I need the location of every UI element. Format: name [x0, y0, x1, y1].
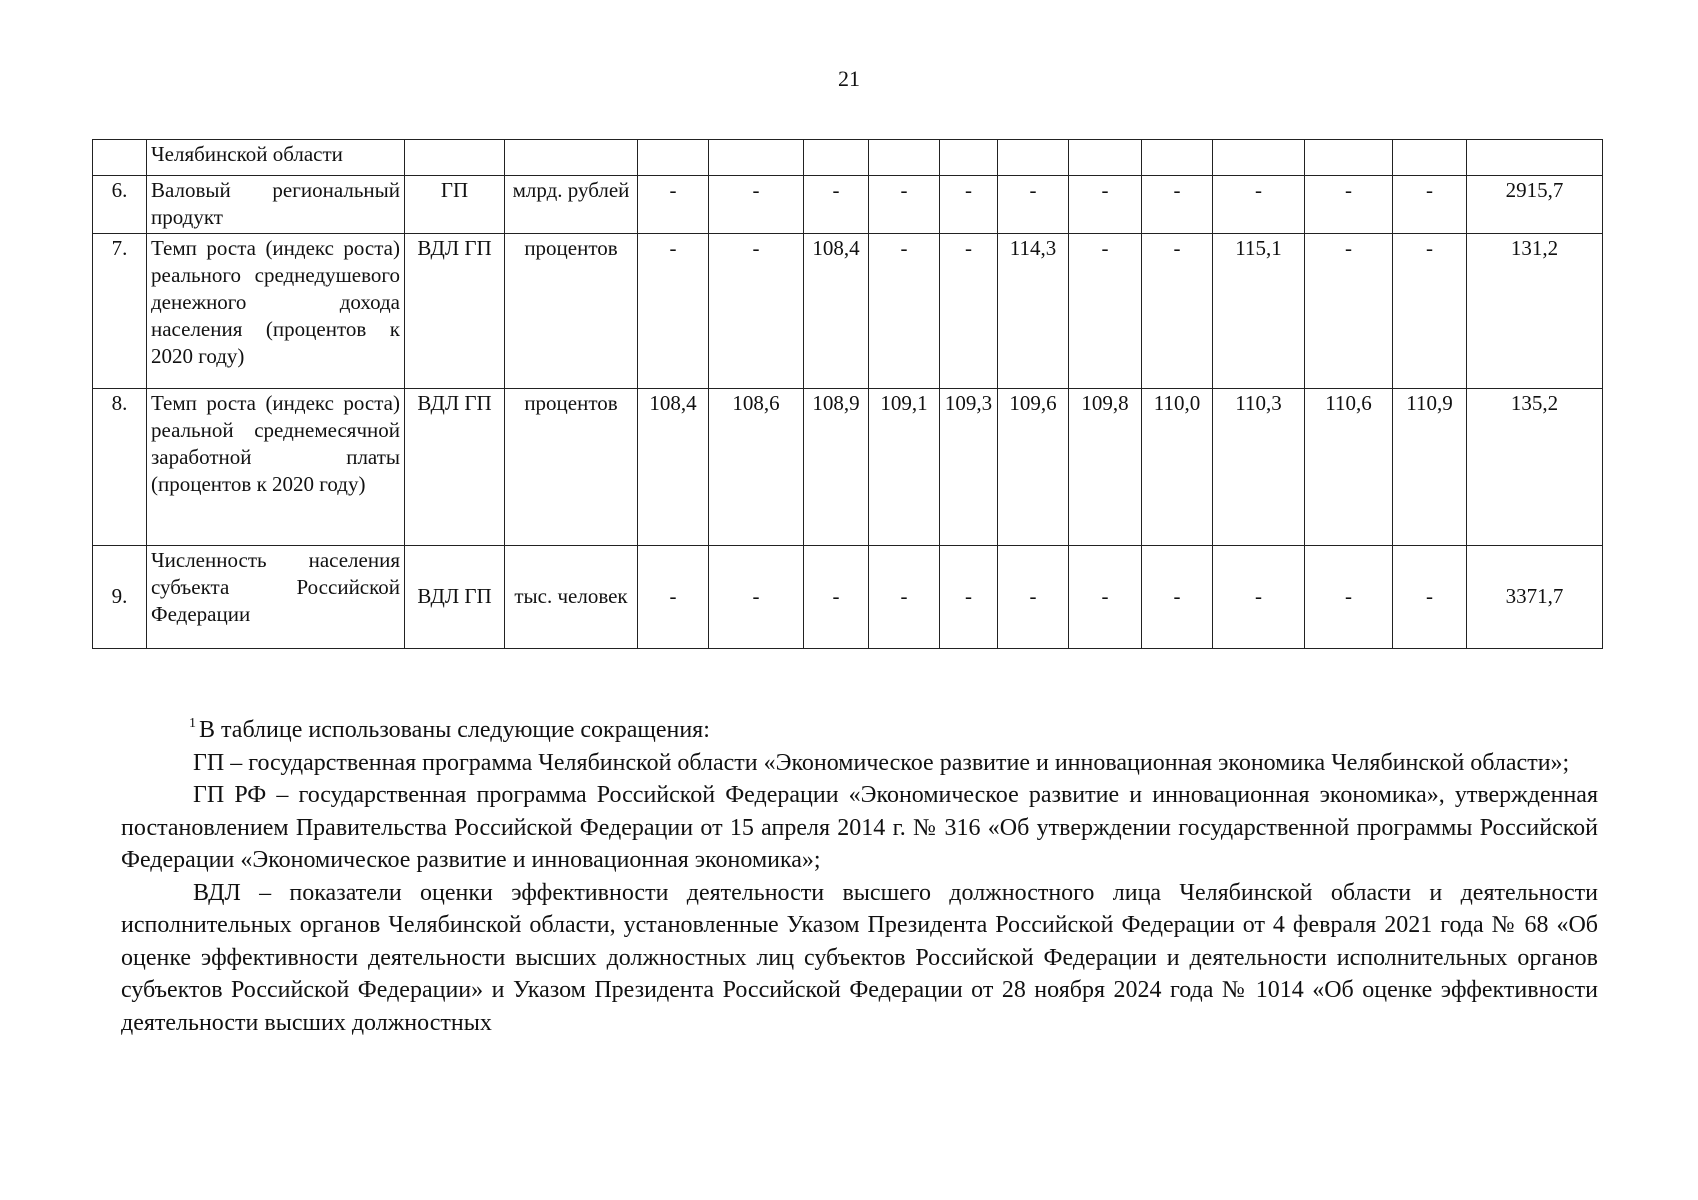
- value-cell: -: [709, 234, 804, 389]
- table-row: [93, 546, 1603, 649]
- value-cell: -: [709, 176, 804, 234]
- indicator-name-cell: Валовый региональный продукт: [147, 176, 405, 234]
- value-cell: -: [638, 546, 709, 649]
- value-cell: -: [804, 546, 869, 649]
- value-cell: -: [709, 546, 804, 649]
- value-cell: -: [1393, 234, 1467, 389]
- source-cell: ВДЛ ГП: [405, 546, 505, 649]
- page-number: 21: [838, 66, 860, 91]
- table-row: [93, 234, 1603, 389]
- indicator-name-cell: Темп роста (индекс роста) реального среднедушевого денежного дохода населения (процентов к 2020 году): [147, 234, 405, 389]
- value-cell: [804, 140, 869, 176]
- row-number-cell: 6.: [93, 176, 147, 234]
- source-cell: [405, 140, 505, 176]
- value-cell: [940, 140, 998, 176]
- value-cell: -: [1305, 234, 1393, 389]
- row-number-cell: 9.: [93, 546, 147, 649]
- value-cell: 110,9: [1393, 389, 1467, 546]
- value-cell: -: [1142, 234, 1213, 389]
- value-cell: 114,3: [998, 234, 1069, 389]
- value-cell: [998, 140, 1069, 176]
- unit-cell: процентов: [505, 389, 638, 546]
- row-number-cell: [93, 140, 147, 176]
- source-cell: ВДЛ ГП: [405, 234, 505, 389]
- table-row: [93, 176, 1603, 234]
- footnotes: [121, 714, 1598, 1039]
- value-cell: -: [1305, 546, 1393, 649]
- value-cell: 110,3: [1213, 389, 1305, 546]
- table-row: [93, 140, 1603, 176]
- value-cell: [638, 140, 709, 176]
- unit-cell: процентов: [505, 234, 638, 389]
- value-cell: 109,8: [1069, 389, 1142, 546]
- value-cell: [1305, 140, 1393, 176]
- footnote-marker: 1: [189, 716, 196, 731]
- value-cell: -: [1393, 546, 1467, 649]
- value-cell: -: [1142, 546, 1213, 649]
- unit-cell: тыс. человек: [505, 546, 638, 649]
- indicator-name-cell: Челябинской области: [147, 140, 405, 176]
- value-cell: -: [638, 234, 709, 389]
- value-cell: -: [1305, 176, 1393, 234]
- value-cell: 115,1: [1213, 234, 1305, 389]
- total-cell: 2915,7: [1467, 176, 1603, 234]
- value-cell: -: [1069, 546, 1142, 649]
- indicator-name-cell: Темп роста (индекс роста) реальной среднемесячной заработной платы (процентов к 2020 году): [147, 389, 405, 546]
- value-cell: [1069, 140, 1142, 176]
- value-cell: -: [1213, 546, 1305, 649]
- value-cell: [869, 140, 940, 176]
- value-cell: -: [940, 176, 998, 234]
- footnote-item-gp-rf: ГП РФ – государственная программа Российской Федерации «Экономическое развитие и инновационная экономика», утвержденная постановлением Правительства Российской Федерации от 15 апреля 2014 г. № 316 «Об утверждении государственной программы Российской Федерации «Экономическое развитие и инновационная экономика»;: [121, 782, 1598, 873]
- value-cell: -: [869, 546, 940, 649]
- value-cell: -: [869, 234, 940, 389]
- value-cell: -: [1142, 176, 1213, 234]
- source-cell: ВДЛ ГП: [405, 389, 505, 546]
- value-cell: -: [998, 176, 1069, 234]
- value-cell: [1393, 140, 1467, 176]
- value-cell: 110,6: [1305, 389, 1393, 546]
- value-cell: -: [869, 176, 940, 234]
- unit-cell: [505, 140, 638, 176]
- total-cell: [1467, 140, 1603, 176]
- footnote-item-gp: ГП – государственная программа Челябинской области «Экономическое развитие и инновационная экономика Челябинской области»;: [193, 749, 1570, 776]
- value-cell: 109,3: [940, 389, 998, 546]
- value-cell: 108,4: [638, 389, 709, 546]
- value-cell: [1213, 140, 1305, 176]
- value-cell: -: [804, 176, 869, 234]
- value-cell: -: [1069, 234, 1142, 389]
- value-cell: -: [1393, 176, 1467, 234]
- value-cell: 110,0: [1142, 389, 1213, 546]
- footnote-item-vdl: ВДЛ – показатели оценки эффективности деятельности высшего должностного лица Челябинской области и деятельности исполнительных органов Челябинской области, установленные Указом Президента Российской Федерации от 4 февраля 2021 года № 68 «Об оценке эффективности деятельности высших должностных лиц субъектов Российской Федерации и деятельности исполнительных органов субъектов Российской Федерации» и Указом Президента Российской Федерации от 28 ноября 2024 года № 1014 «Об оценке эффективности деятельности высших должностных: [121, 879, 1598, 1036]
- row-number-cell: 7.: [93, 234, 147, 389]
- source-cell: ГП: [405, 176, 505, 234]
- value-cell: 109,1: [869, 389, 940, 546]
- row-number-cell: 8.: [93, 389, 147, 546]
- value-cell: -: [1213, 176, 1305, 234]
- footnote-intro-text: В таблице использованы следующие сокращения:: [199, 717, 710, 743]
- footnote-intro: [121, 714, 1598, 747]
- value-cell: -: [638, 176, 709, 234]
- value-cell: -: [1069, 176, 1142, 234]
- value-cell: 108,9: [804, 389, 869, 546]
- unit-cell: млрд. рублей: [505, 176, 638, 234]
- total-cell: 3371,7: [1467, 546, 1603, 649]
- table-body: [93, 140, 1603, 649]
- value-cell: -: [940, 546, 998, 649]
- value-cell: 109,6: [998, 389, 1069, 546]
- value-cell: [1142, 140, 1213, 176]
- total-cell: 131,2: [1467, 234, 1603, 389]
- indicator-name-cell: Численность населения субъекта Российской Федерации: [147, 546, 405, 649]
- value-cell: -: [998, 546, 1069, 649]
- total-cell: 135,2: [1467, 389, 1603, 546]
- indicators-table: [92, 139, 1603, 649]
- value-cell: 108,4: [804, 234, 869, 389]
- value-cell: -: [940, 234, 998, 389]
- value-cell: [709, 140, 804, 176]
- value-cell: 108,6: [709, 389, 804, 546]
- table-row: [93, 389, 1603, 546]
